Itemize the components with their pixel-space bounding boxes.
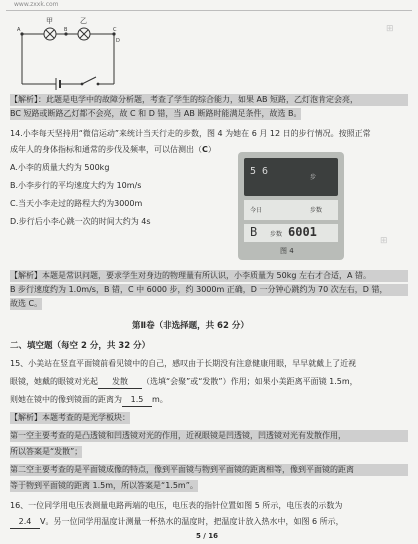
lamp-b-label: 乙 [80,17,87,25]
q15-analysis-line-4: 等于物到平面镜的距离 1.5m，所以答案是“1.5m”。 [10,481,198,490]
page-number: 5 / 16 [196,532,219,540]
q14-option-d: D.步行后小李心跳一次的时间大约为 4s [10,217,151,226]
q16-stem-line-2 [10,516,344,529]
q14-stem-text: 成年人的身体指标和通常的步伐及频率，可以估测出（ [10,145,202,154]
device-top-number: 5 6 [250,166,269,177]
analysis-2-line-2: B 步行速度约为 1.0m/s，B 错，C 中 6000 步，约 3000m 正确，D 一分钟心跳约为 70 次左右，D 错， [10,284,408,296]
q14-stem-close: ） [207,145,216,154]
q15-stem-text-cont: （选填“会聚”或“发散”）作用；如果小美距离平面镜 1.5m， [142,377,358,386]
device-row-today-label: 今日 [250,207,263,214]
node-d-label: D [116,38,120,44]
q15-analysis-line-1: 第一空主要考查的是凸透镜和凹透镜对光的作用，近视眼镜是凹透镜，凹透镜对光有发散作用， [10,430,408,442]
device-step-count: 6001 [288,225,317,239]
device-screen [244,158,338,196]
q14-option-b: B.小李步行的平均速度大约为 10m/s [10,181,142,190]
analysis-1-line-1: 【解析】：此题是电学中的故障分析题，考查了学生的综合能力，如果 AB 短路，乙灯泡肯定会亮， [10,94,408,106]
step-counter-image [238,152,344,260]
section-2-heading: 二、填空题（每空 2 分，共 32 分） [10,341,151,351]
q14-option-a: A.小李的质量大约为 500kg [10,163,110,172]
analysis-1-line-2: BC 短路或断路乙灯都不会亮，故 C 和 D 错，当 AB 断路时能满足条件，故选 B。 [10,109,302,118]
q14-option-c: C.当天小李走过的路程大约为3000m [10,199,143,208]
q15-stem-text-2: 则她在镜中的像到镜面的距离为 [10,395,122,404]
page-header [6,0,412,11]
q14-answer: C [202,145,208,154]
header-site: www.zxxk.com [14,1,59,8]
node-b-label: B [64,27,68,33]
node-a-label: A [17,27,21,33]
q15-stem-line-2 [10,376,358,389]
lamp-a-label: 甲 [46,17,53,25]
q15-stem-line-1: 15、小美站在竖直平面镜前看见镜中的自己，感叹由于长期没有注意健康用眼，早早就戴上了近视 [10,359,357,368]
device-row-today-unit: 步数 [310,207,323,214]
q15-unit: m。 [152,395,168,404]
device-row-steps-unit: 步数 [270,231,283,238]
figure-4-caption: 图 4 [280,247,294,255]
q14-stem-line-1: 14.小李每天坚持用“微信运动”来统计当天行走的步数，图 4 为她在 6 月 12 日的步行情况。按照正常 [10,129,371,138]
watermark-icon: ⊞ [386,24,394,34]
q15-analysis-line-3: 第二空主要考查的是平面镜成像的特点，像到平面镜与物到平面镜的距离相等，像到平面镜的距离 [10,464,408,476]
q14-stem-line-2 [10,144,216,156]
circuit-diagram [16,14,120,92]
q15-analysis-line-2: 所以答案是“发散”； [10,447,83,456]
watermark-icon: ⊞ [380,236,388,246]
q15-stem-text: 眼镜，她戴的眼镜对光起 [10,377,98,386]
q16-stem-text-cont: V。另一位同学用温度计测量一杯热水的温度时，把温度计放入热水中，如图 6 所示， [40,517,344,526]
q15-stem-line-3 [10,394,168,407]
device-row-steps [244,224,338,242]
q15-analysis-title: 【解析】本题考查的是光学板块： [10,413,130,422]
device-row-today [244,200,338,220]
node-c-label: C [113,27,117,33]
analysis-2-line-1: 【解析】本题是常识问题，要求学生对身边的物理量有所认识，小李质量为 50kg 左右才合适，A 错。 [10,270,408,282]
q15-blank-1: 发散 [98,376,142,389]
part-2-title: 第Ⅱ卷（非选择题，共 62 分） [132,321,249,331]
q16-stem-line-1: 16、一位同学用电压表测量电路两端的电压，电压表的指针位置如图 5 所示，电压表的示数为 [10,501,343,510]
device-row-steps-left: B [250,225,258,239]
q15-blank-2: 1.5 [122,394,152,407]
device-top-unit: 步 [310,174,317,181]
q16-blank: 2.4 [10,516,40,529]
analysis-2-line-3: 故选 C。 [10,299,43,308]
